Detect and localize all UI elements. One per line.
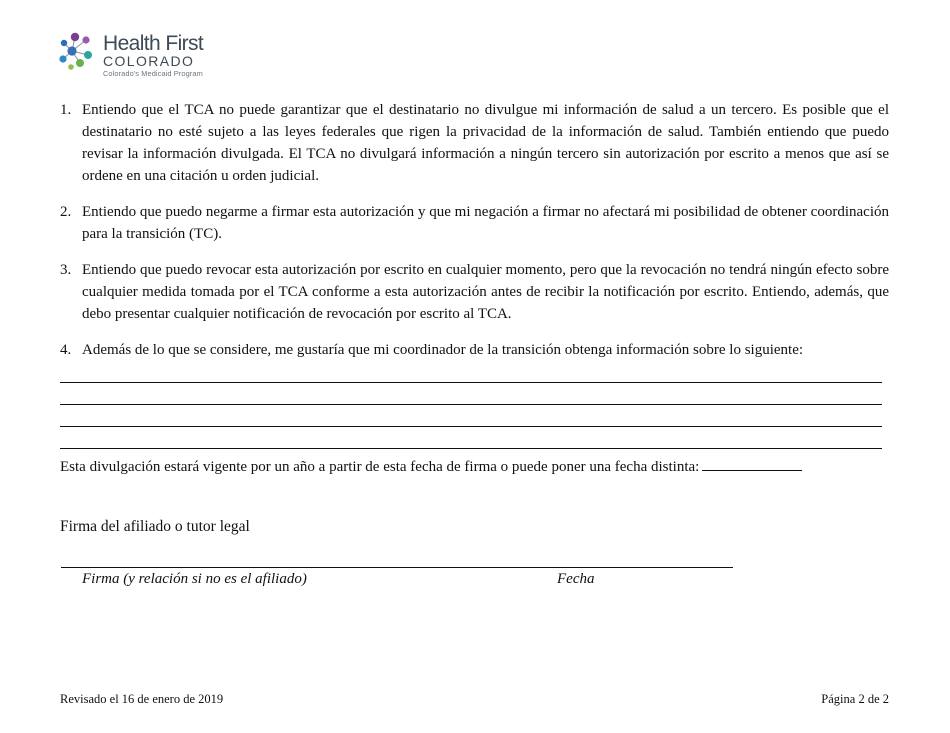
item-text: Además de lo que se considere, me gustaría que mi coordinador de la transición obtenga información sobre lo siguiente: — [82, 342, 804, 358]
logo-name: Health First — [103, 32, 204, 55]
item-number: 2. — [60, 204, 72, 220]
signature-caption: Firma (y relación si no es el afiliado) — [82, 571, 307, 587]
item-text: Entiendo que puedo negarme a firmar esta autorización y que mi negación a firmar no afectará mi posibilidad de obtener coordinación para la transición (TC). — [82, 204, 889, 242]
list-item — [60, 259, 889, 325]
blank-answer-line[interactable] — [60, 383, 882, 405]
footer-revised-date: Revisado el 16 de enero de 2019 — [60, 692, 224, 706]
date-caption: Fecha — [557, 571, 595, 587]
validity-statement — [60, 455, 802, 478]
blank-answer-line[interactable] — [60, 405, 882, 427]
blank-answer-line[interactable] — [60, 427, 882, 449]
logo-wordmark — [103, 34, 203, 79]
alternate-date-blank[interactable] — [702, 455, 802, 471]
logo-state: COLORADO — [103, 53, 195, 69]
footer-page-number: Página 2 de 2 — [821, 692, 889, 706]
blank-answer-line[interactable] — [60, 361, 882, 383]
item-number: 1. — [60, 102, 72, 118]
health-first-colorado-logo — [58, 31, 218, 87]
logo-mark-icon — [58, 31, 98, 73]
numbered-list — [60, 99, 889, 449]
item-text: Entiendo que el TCA no puede garantizar que el destinatario no divulgue mi información de salud a un tercero. Es posible que el destinatario no esté sujeto a las leyes federales que rigen la privacidad de la información de salud. También entiendo que puedo revisar la información divulgada. El TCA no divulgará información a ningún tercero sin autorización por escrito a menos que así se ordene en una citación u orden judicial. — [82, 102, 889, 184]
list-item — [60, 99, 889, 187]
list-item — [60, 339, 889, 361]
item-number: 3. — [60, 262, 72, 278]
logo-tagline: Colorado's Medicaid Program — [103, 69, 203, 78]
list-item — [60, 201, 889, 245]
item-text: Entiendo que puedo revocar esta autorización por escrito en cualquier momento, pero que la revocación no tendrá ningún efecto sobre cualquier medida tomada por el TCA conforme a esta autorización antes de recibir la notificación por escrito. Entiendo, además, que debo presentar cualquier notificación de revocación por escrito al TCA. — [82, 262, 889, 322]
item-number: 4. — [60, 342, 72, 358]
validity-text: Esta divulgación estará vigente por un año a partir de esta fecha de firma o puede poner una fecha distinta: — [60, 459, 700, 475]
signature-heading: Firma del afiliado o tutor legal — [60, 518, 250, 535]
